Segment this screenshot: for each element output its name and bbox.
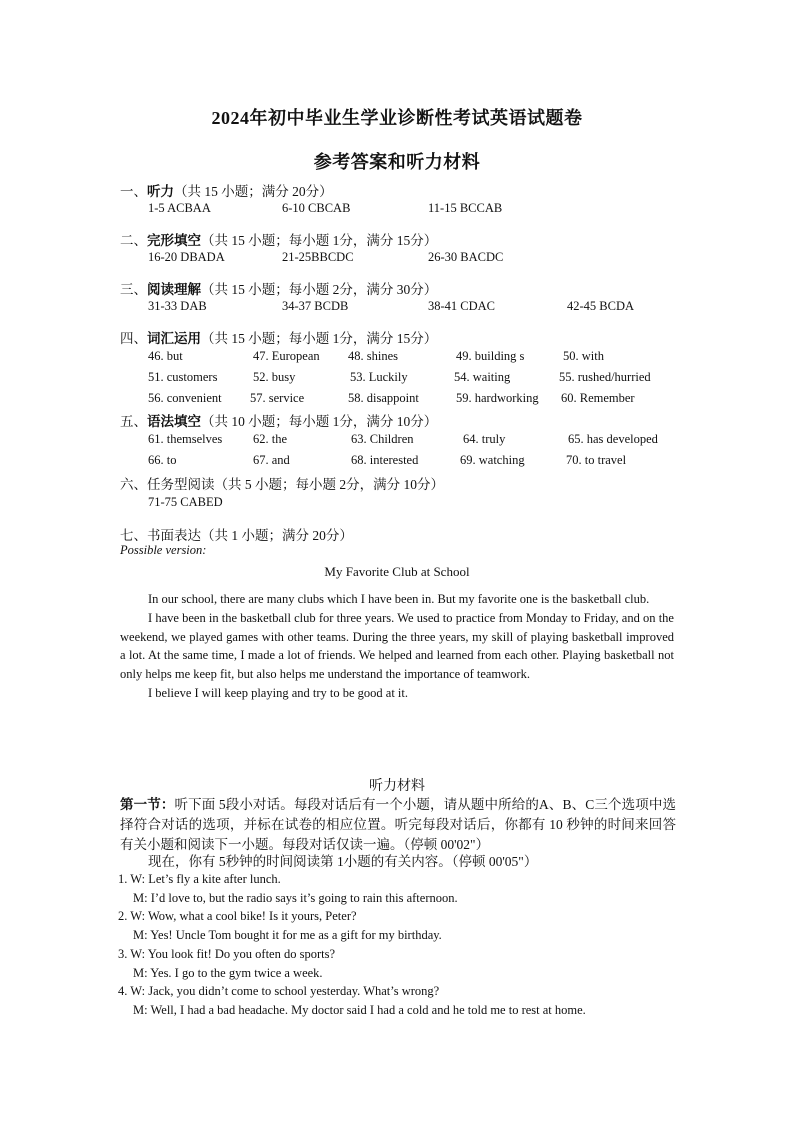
answer-cell: 59. hardworking (456, 391, 539, 405)
dialogue-list (118, 870, 678, 1020)
possible-version-label: Possible version: (120, 543, 207, 557)
listening-instructions: 第一节：听下面 5段小对话。每段对话后有一个小题，请从题中所给的A、B、C三个选项中选择符合对话的选项，并标在试卷的相应位置。听完每段对话后，你都有 10 秒钟的时间来回答有关小题和阅读下一小题。每段对话仅读一遍。（停顿 00'02"） (120, 797, 677, 852)
essay-paragraph: In our school, there are many clubs which I have been in. But my favorite one is the basketball club. (148, 592, 650, 606)
answer-cell: 65. has developed (568, 432, 658, 446)
answer-cell: 1-5 ACBAA (148, 201, 211, 215)
dialogue-line-w: 4. W: Jack, you didn’t come to school yesterday. What’s wrong? (118, 984, 440, 999)
answer-cell: 55. rushed/hurried (559, 370, 651, 384)
answer-cell: 57. service (250, 391, 305, 405)
dialogue-line-w: 2. W: Wow, what a cool bike! Is it yours, Peter? (118, 909, 357, 924)
part-label: 第一节： (120, 797, 175, 812)
dialogue-line-m: M: I’d love to, but the radio says it’s going to rain this afternoon. (133, 890, 458, 905)
answer-cell: 26-30 BACDC (428, 250, 504, 264)
answer-cell: 58. disappoint (348, 391, 419, 405)
answer-cell: 50. with (563, 349, 604, 363)
answer-cell: 60. Remember (561, 391, 635, 405)
page-title: 2024年初中毕业生学业诊断性考试英语试题卷 (211, 108, 583, 128)
answer-cell: 71-75 CABED (148, 495, 223, 509)
answer-cell: 31-33 DAB (148, 299, 207, 313)
answer-cell: 21-25BBCDC (282, 250, 354, 264)
answer-cell: 51. customers (148, 370, 218, 384)
answer-cell: 70. to travel (566, 453, 627, 467)
answer-cell: 6-10 CBCAB (282, 201, 351, 215)
answer-cell: 54. waiting (454, 370, 511, 384)
essay-title: My Favorite Club at School (324, 564, 470, 579)
dialogue-line-w: 3. W: You look fit! Do you often do sports? (118, 946, 336, 961)
answer-cell: 53. Luckily (350, 370, 408, 384)
essay-body (120, 590, 674, 703)
listening-instructions-2: 现在，你有 5秒钟的时间阅读第 1小题的有关内容。（停顿 00'05"） (148, 854, 538, 869)
answer-cell: 38-41 CDAC (428, 299, 496, 313)
section-heading-cloze: 二、完形填空（共 15 小题；每小题 1分，满分 15分） (120, 233, 438, 248)
dialogue-line-m: M: Yes! Uncle Tom bought it for me as a gift for my birthday. (133, 928, 442, 943)
answer-cell: 46. but (148, 349, 183, 363)
essay-paragraph: I have been in the basketball club for three years. We used to practice from Monday to Friday, and on the weekend, we played games with other teams. During the three years, my skill of playing basketball improved a lot. At the same time, I made a lot of friends. We helped and learned from each other. Playing basketball not only helps me keep fit, but also helps me understand the importance of teamwork. (120, 610, 674, 682)
dialogue-line-m: M: Well, I had a bad headache. My doctor said I had a cold and he told me to rest at home. (133, 1002, 586, 1017)
listening-title: 听力材料 (369, 779, 425, 794)
answer-cell: 48. shines (348, 349, 398, 363)
answer-cell: 42-45 BCDA (567, 299, 635, 313)
section-heading-reading: 三、阅读理解（共 15 小题；每小题 2分，满分 30分） (120, 282, 438, 297)
answer-cell: 67. and (253, 453, 290, 467)
answer-cell: 56. convenient (148, 391, 222, 405)
answer-cell: 62. the (253, 432, 288, 446)
answer-cell: 16-20 DBADA (148, 250, 225, 264)
dialogue-line-w: 1. W: Let’s fly a kite after lunch. (118, 872, 281, 886)
section-heading-task-reading: 六、任务型阅读（共 5 小题；每小题 2分，满分 10分） (120, 477, 444, 492)
answer-cell: 61. themselves (148, 432, 223, 446)
answer-cell: 49. building s (456, 349, 525, 363)
answer-cell: 63. Children (351, 432, 414, 446)
dialogue-line-m: M: Yes. I go to the gym twice a week. (133, 965, 323, 980)
answer-cell: 69. watching (460, 453, 525, 467)
answer-cell: 64. truly (463, 432, 506, 446)
answer-cell: 11-15 BCCAB (428, 201, 503, 215)
answer-cell: 68. interested (351, 453, 419, 467)
essay-paragraph: I believe I will keep playing and try to be good at it. (148, 685, 408, 700)
section-heading-vocabulary: 四、词汇运用（共 15 小题；每小题 1分，满分 15分） (120, 331, 438, 346)
section-heading-writing: 七、书面表达（共 1 小题；满分 20分） (120, 528, 353, 543)
answer-cell: 34-37 BCDB (282, 299, 349, 313)
answer-cell: 47. European (253, 349, 320, 363)
answer-cell: 66. to (148, 453, 177, 467)
answer-cell: 52. busy (253, 370, 296, 384)
page-subtitle: 参考答案和听力材料 (313, 152, 481, 172)
section-heading-grammar: 五、语法填空（共 10 小题；每小题 1分，满分 10分） (120, 414, 438, 429)
section-heading-listening: 一、听力（共 15 小题；满分 20分） (120, 184, 333, 199)
